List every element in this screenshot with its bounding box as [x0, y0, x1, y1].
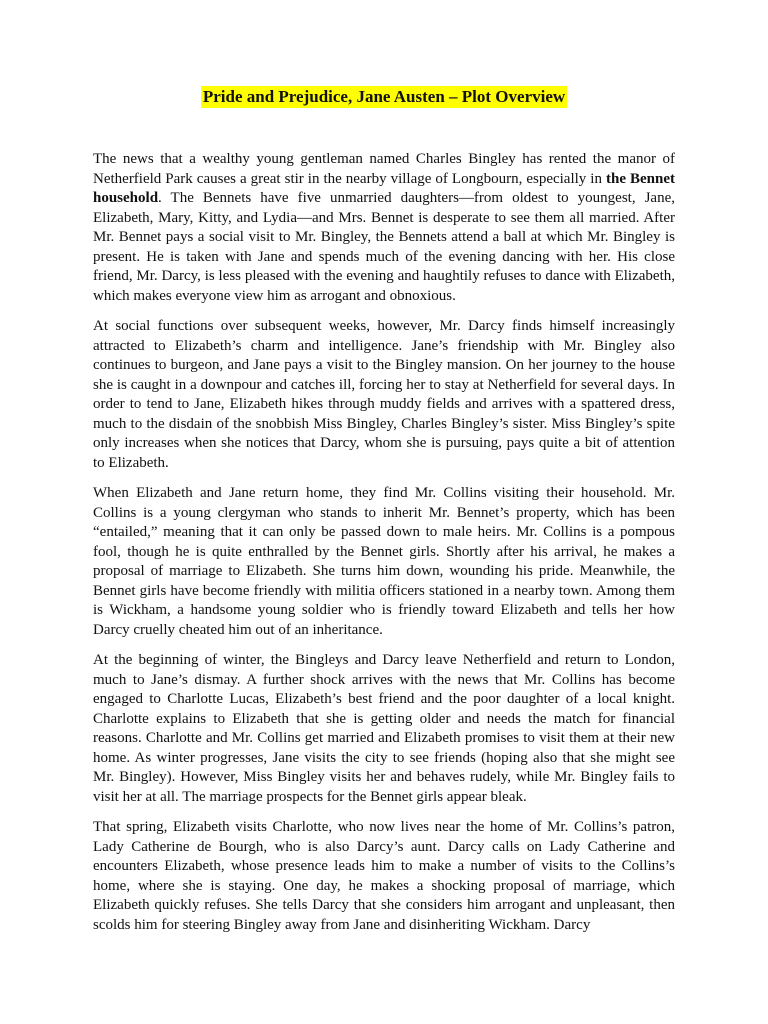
document-title: Pride and Prejudice, Jane Austen – Plot Overview [202, 87, 566, 106]
paragraph-4: At the beginning of winter, the Bingleys and Darcy leave Netherfield and return to London, much to Jane’s dismay. A further shock arrives with the news that Mr. Collins has become engaged to Charlotte Lucas, Elizabeth’s best friend and the poor daughter of a local knight. Charlotte explains to Elizabeth that she is getting older and needs the match for financial reasons. Charlotte and Mr. Collins get married and Elizabeth promises to visit them at their new home. As winter progresses, Jane visits the city to see friends (hoping also that she might see Mr. Bingley). However, Miss Bingley visits her and behaves rudely, while Mr. Bingley fails to visit her at all. The marriage prospects for the Bennet girls appear bleak. [93, 652, 675, 805]
paragraph-1-text-end: . The Bennets have five unmarried daughters—from oldest to youngest, Jane, Elizabeth, Mary, Kitty, and Lydia—and Mrs. Bennet is desperate to see them all married. After Mr. Bennet pays a social visit to Mr. Bingley, the Bennets attend a ball at which Mr. Bingley is present. He is taken with Jane and spends much of the evening dancing with her. His close friend, Mr. Darcy, is less pleased with the evening and haughtily refuses to dance with Elizabeth, which makes everyone view him as arrogant and obnoxious. [93, 190, 675, 304]
paragraph-3: When Elizabeth and Jane return home, they find Mr. Collins visiting their household. Mr. Collins is a young clergyman who stands to inherit Mr. Bennet’s property, which has been “entailed,” meaning that it can only be passed down to male heirs. Mr. Collins is a pompous fool, though he is quite enthralled by the Bennet girls. Shortly after his arrival, he makes a proposal of marriage to Elizabeth. She turns him down, wounding his pride. Meanwhile, the Bennet girls have become friendly with militia officers stationed in a nearby town. Among them is Wickham, a handsome young soldier who is friendly toward Elizabeth and tells her how Darcy cruelly cheated him out of an inheritance. [93, 485, 675, 638]
paragraph-1 [93, 150, 675, 306]
paragraph-1-bold-phrase: the Bennet household [93, 170, 675, 206]
document-body [93, 150, 675, 946]
paragraph-2: At social functions over subsequent weeks, however, Mr. Darcy finds himself increasingly attracted to Elizabeth’s charm and intelligence. Jane’s friendship with Mr. Bingley also continues to burgeon, and Jane pays a visit to the Bingley mansion. On her journey to the house she is caught in a downpour and catches ill, forcing her to stay at Netherfield for several days. In order to tend to Jane, Elizabeth hikes through muddy fields and arrives with a spattered dress, much to the disdain of the snobbish Miss Bingley, Charles Bingley’s sister. Miss Bingley’s spite only increases when she notices that Darcy, whom she is pursuing, pays quite a bit of attention to Elizabeth. [93, 318, 675, 471]
paragraph-1-text-start: The news that a wealthy young gentleman named Charles Bingley has rented the manor of Netherfield Park causes a great stir in the nearby village of Longbourn, especially in [93, 151, 675, 187]
title-container [0, 86, 768, 108]
paragraph-5: That spring, Elizabeth visits Charlotte, who now lives near the home of Mr. Collins’s patron, Lady Catherine de Bourgh, who is also Darcy’s aunt. Darcy calls on Lady Catherine and encounters Elizabeth, whose presence leads him to make a number of visits to the Collins’s home, where she is staying. One day, he makes a shocking proposal of marriage, which Elizabeth quickly refuses. She tells Darcy that she considers him arrogant and unpleasant, then scolds him for steering Bingley away from Jane and disinheriting Wickham. Darcy [93, 819, 675, 933]
